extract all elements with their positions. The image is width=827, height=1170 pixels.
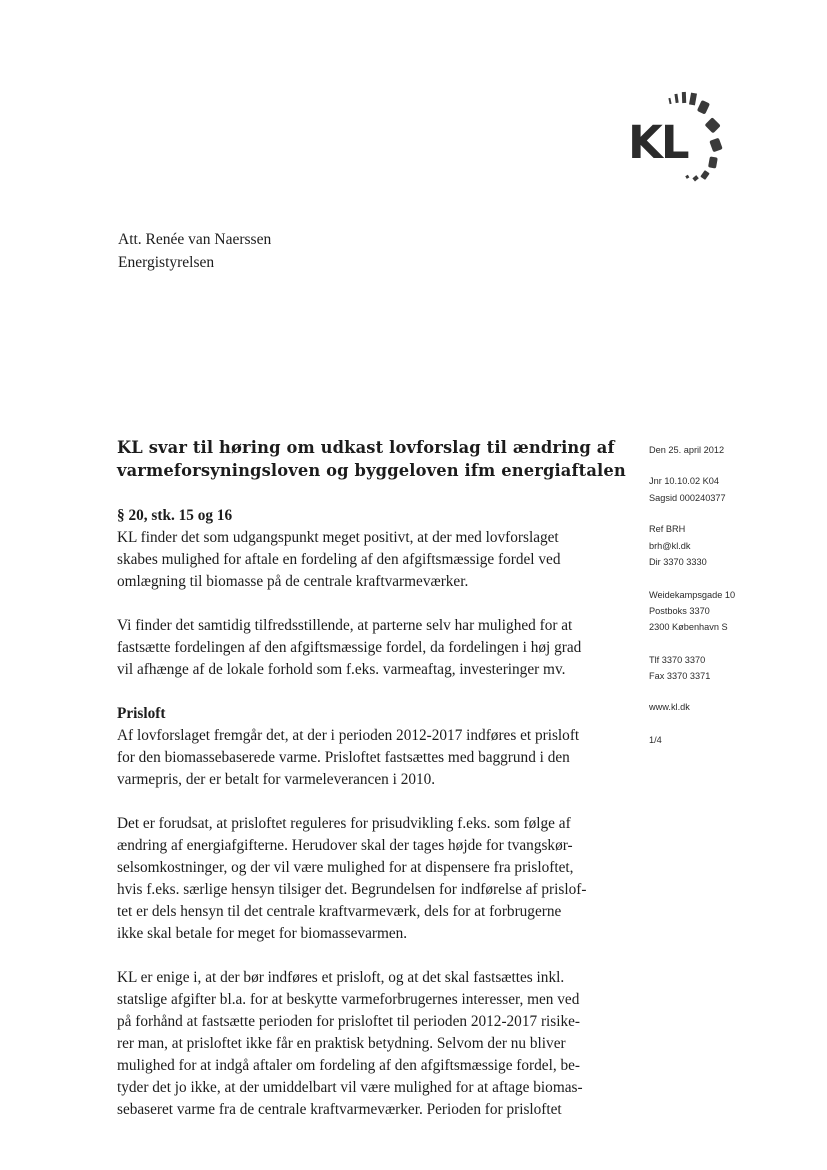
paragraph-line: omlægning til biomasse på de centrale kraftvarmeværker. <box>117 573 469 590</box>
paragraph-line: KL er enige i, at der bør indføres et prisloft, og at det skal fastsættes inkl. <box>117 969 565 986</box>
section-heading: § 20, stk. 15 og 16 <box>117 507 233 524</box>
kl-logo <box>628 88 734 188</box>
page-number: 1/4 <box>649 735 662 745</box>
paragraph <box>117 615 617 681</box>
paragraph-line: varmepris, der er betalt for varmeleverancen i 2010. <box>117 771 436 788</box>
paragraph-line: tyder det jo ikke, at der umiddelbart vil være mulighed for at aftage biomas- <box>117 1079 583 1096</box>
reference: Ref BRH <box>649 524 686 534</box>
kl-logo-text: KL <box>628 116 688 169</box>
recipient-block <box>118 228 271 274</box>
paragraph <box>117 813 617 945</box>
paragraph-line: sebaseret varme fra de centrale kraftvarmeværker. Perioden for prisloftet <box>117 1101 562 1118</box>
phone: Tlf 3370 3370 <box>649 655 706 665</box>
paragraph-line: ikke skal betale for meget for biomassevarmen. <box>117 925 408 942</box>
paragraph <box>117 725 617 791</box>
paragraph-line: vil afhænge af de lokale forhold som f.eks. varmeaftag, investeringer mv. <box>117 661 566 678</box>
paragraph-line: for den biomassebaserede varme. Prisloftet fastsættes med baggrund i den <box>117 749 570 766</box>
document-title-line: varmeforsyningsloven og byggeloven ifm energiaftalen <box>117 460 626 480</box>
case-id: Sagsid 000240377 <box>649 493 726 503</box>
letter-date: Den 25. april 2012 <box>649 445 725 455</box>
paragraph-line: rer man, at prisloftet ikke får en praktisk betydning. Selvom der nu bliver <box>117 1035 566 1052</box>
paragraph-line: mulighed for at indgå aftaler om fordeling af den afgiftsmæssige fordel, be- <box>117 1057 581 1074</box>
paragraph-line: ændring af energiafgifterne. Herudover skal der tages højde for tvangskør- <box>117 837 573 854</box>
address-pobox: Postboks 3370 <box>649 606 710 616</box>
fax: Fax 3370 3371 <box>649 671 711 681</box>
recipient-organization: Energistyrelsen <box>118 254 215 271</box>
paragraph-line: statslige afgifter bl.a. for at beskytte varmeforbrugernes interesser, men ved <box>117 991 580 1008</box>
paragraph-line: KL finder det som udgangspunkt meget positivt, at der med lovforslaget <box>117 529 559 546</box>
paragraph-line: skabes mulighed for aftale en fordeling af den afgiftsmæssige fordel ved <box>117 551 561 568</box>
paragraph-line: på forhånd at fastsætte perioden for prisloftet til perioden 2012-2017 risike- <box>117 1013 581 1030</box>
paragraph-line: hvis f.eks. særlige hensyn tilsiger det. Begrundelsen for indførelse af prislof- <box>117 881 587 898</box>
paragraph-line: tet er dels hensyn til det centrale kraftvarmeværk, dels for at forbrugerne <box>117 903 562 920</box>
paragraph-line: Det er forudsat, at prisloftet reguleres for prisudvikling f.eks. som følge af <box>117 815 571 832</box>
paragraph <box>117 967 617 1121</box>
paragraph-line: selsomkostninger, og der vil være mulighed for at dispensere fra prisloftet, <box>117 859 574 876</box>
contact-email: brh@kl.dk <box>649 541 691 551</box>
section-heading: Prisloft <box>117 705 166 722</box>
address-street: Weidekampsgade 10 <box>649 590 736 600</box>
journal-number: Jnr 10.10.02 K04 <box>649 476 719 486</box>
recipient-name: Att. Renée van Naerssen <box>118 231 272 248</box>
paragraph-line: fastsætte fordelingen af den afgiftsmæssige fordel, da fordelingen i høj grad <box>117 639 582 656</box>
address-city: 2300 København S <box>649 622 728 632</box>
document-title <box>117 437 626 482</box>
document-body <box>117 505 617 1121</box>
paragraph-line: Af lovforslaget fremgår det, at der i perioden 2012-2017 indføres et prisloft <box>117 727 580 744</box>
paragraph-line: Vi finder det samtidig tilfredsstillende, at parterne selv har mulighed for at <box>117 617 573 634</box>
document-title-line: KL svar til høring om udkast lovforslag til ændring af <box>117 438 615 457</box>
paragraph <box>117 527 617 593</box>
direct-phone: Dir 3370 3330 <box>649 557 707 567</box>
website: www.kl.dk <box>649 702 690 712</box>
